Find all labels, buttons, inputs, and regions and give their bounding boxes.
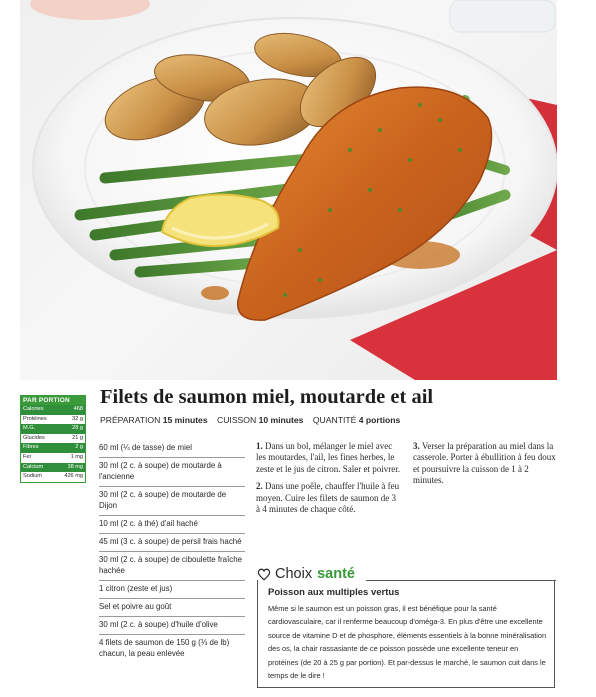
nutrition-value: 32 g	[72, 415, 83, 422]
choix-text: Choix	[275, 566, 313, 582]
step-3	[413, 441, 556, 487]
nutrition-row	[21, 463, 85, 473]
step-number: 3.	[413, 441, 420, 451]
quantity-label: QUANTITÉ	[312, 415, 357, 425]
nutrition-row	[21, 472, 85, 482]
ingredient-item: 60 ml (¼ de tasse) de miel	[99, 440, 245, 458]
health-text: Même si le saumon est un poisson gras, il est bénéfique pour la santé cardiovasculaire, car il renferme beaucoup d'oméga-3. En plus d'être une excellente source de vitamine D et de phosphore, éléments essentiels à la bonne minéralisation des os, la chair rassasiante de ce poisson possède une excellente teneur en protéines (de 20 à 25 g par portion). Et par-dessus le marché, le saumon cuit dans le temps de le dire !	[268, 604, 547, 681]
ingredient-item: Sel et poivre au goût	[99, 599, 245, 617]
ingredient-item: 45 ml (3 c. à soupe) de persil frais haché	[99, 534, 245, 552]
recipe-meta	[100, 415, 400, 425]
nutrition-label: Fibres	[23, 444, 39, 451]
step-text: Dans un bol, mélanger le miel avec les moutardes, l'ail, les fines herbes, le zeste et le jus de citron. Saler et poivrer.	[256, 441, 400, 474]
nutrition-label: M.G.	[23, 425, 36, 432]
nutrition-value: 468	[73, 406, 83, 412]
health-title: Poisson aux multiples vertus	[268, 587, 400, 598]
ingredient-item: 30 ml (2 c. à soupe) de ciboulette fraîche hachée	[99, 552, 245, 581]
cook-label: CUISSON	[217, 415, 257, 425]
prep-value: 15 minutes	[162, 415, 208, 425]
salmon-dish-illustration	[20, 0, 557, 380]
nutrition-value: 426 mg	[64, 473, 83, 480]
ingredient-item: 30 ml (2 c. à soupe) d'huile d'olive	[99, 617, 245, 635]
recipe-photo	[20, 0, 557, 380]
recipe-title: Filets de saumon miel, moutarde et ail	[100, 386, 434, 408]
steps-column-2	[413, 441, 556, 493]
step-2	[256, 481, 402, 515]
nutrition-label: Sodium	[23, 473, 42, 480]
nutrition-value: 38 mg	[67, 463, 83, 470]
steps-column-1	[256, 441, 402, 521]
nutrition-table	[20, 395, 86, 483]
health-box-top-rule	[366, 580, 556, 581]
ingredient-list	[99, 440, 245, 663]
nutrition-row	[21, 405, 85, 415]
ingredient-item: 10 ml (2 c. à thé) d'ail haché	[99, 516, 245, 534]
nutrition-label: Protéines	[23, 415, 47, 422]
nutrition-label: Glucides	[23, 434, 45, 441]
nutrition-row	[21, 415, 85, 425]
sante-text: santé	[317, 566, 355, 582]
step-number: 2.	[256, 481, 263, 492]
cook-value: 10 minutes	[258, 415, 304, 425]
prep-label: PRÉPARATION	[100, 415, 161, 425]
step-1	[256, 441, 402, 475]
heart-icon	[257, 568, 271, 581]
nutrition-value: 1 mg	[70, 453, 83, 460]
health-box	[257, 580, 555, 688]
nutrition-row	[21, 443, 85, 453]
ingredient-item: 30 ml (2 c. à soupe) de moutarde de Dijon	[99, 487, 245, 516]
step-number: 1.	[256, 441, 263, 451]
nutrition-label: Calcium	[23, 463, 44, 470]
nutrition-row	[21, 434, 85, 444]
step-text: Dans une poêle, chauffer l'huile à feu moyen. Cuire les filets de saumon de 3 à 4 minutes de chaque côté.	[256, 481, 400, 515]
nutrition-value: 2 g	[75, 444, 83, 451]
step-text: Verser la préparation au miel dans la casserole. Porter à ébullition à feu doux et poursuivre la cuisson de 1 à 2 minutes.	[413, 441, 556, 486]
nutrition-label: Fer	[23, 453, 32, 460]
ingredient-item: 1 citron (zeste et jus)	[99, 581, 245, 599]
side-bowl	[30, 0, 150, 20]
ingredient-item: 4 filets de saumon de 150 g (⅓ de lb) chacun, la peau enlevée	[99, 638, 230, 658]
nutrition-row	[21, 424, 85, 434]
glass	[450, 0, 555, 32]
nutrition-row	[21, 453, 85, 463]
nutrition-value: 28 g	[72, 425, 83, 432]
nutrition-heading: PAR PORTION	[21, 396, 85, 405]
quantity-value: 4 portions	[358, 415, 401, 425]
nutrition-value: 21 g	[72, 434, 83, 441]
ingredient-item: 30 ml (2 c. à soupe) de moutarde à l'ancienne	[99, 458, 245, 487]
nutrition-label: Calories	[23, 406, 44, 412]
